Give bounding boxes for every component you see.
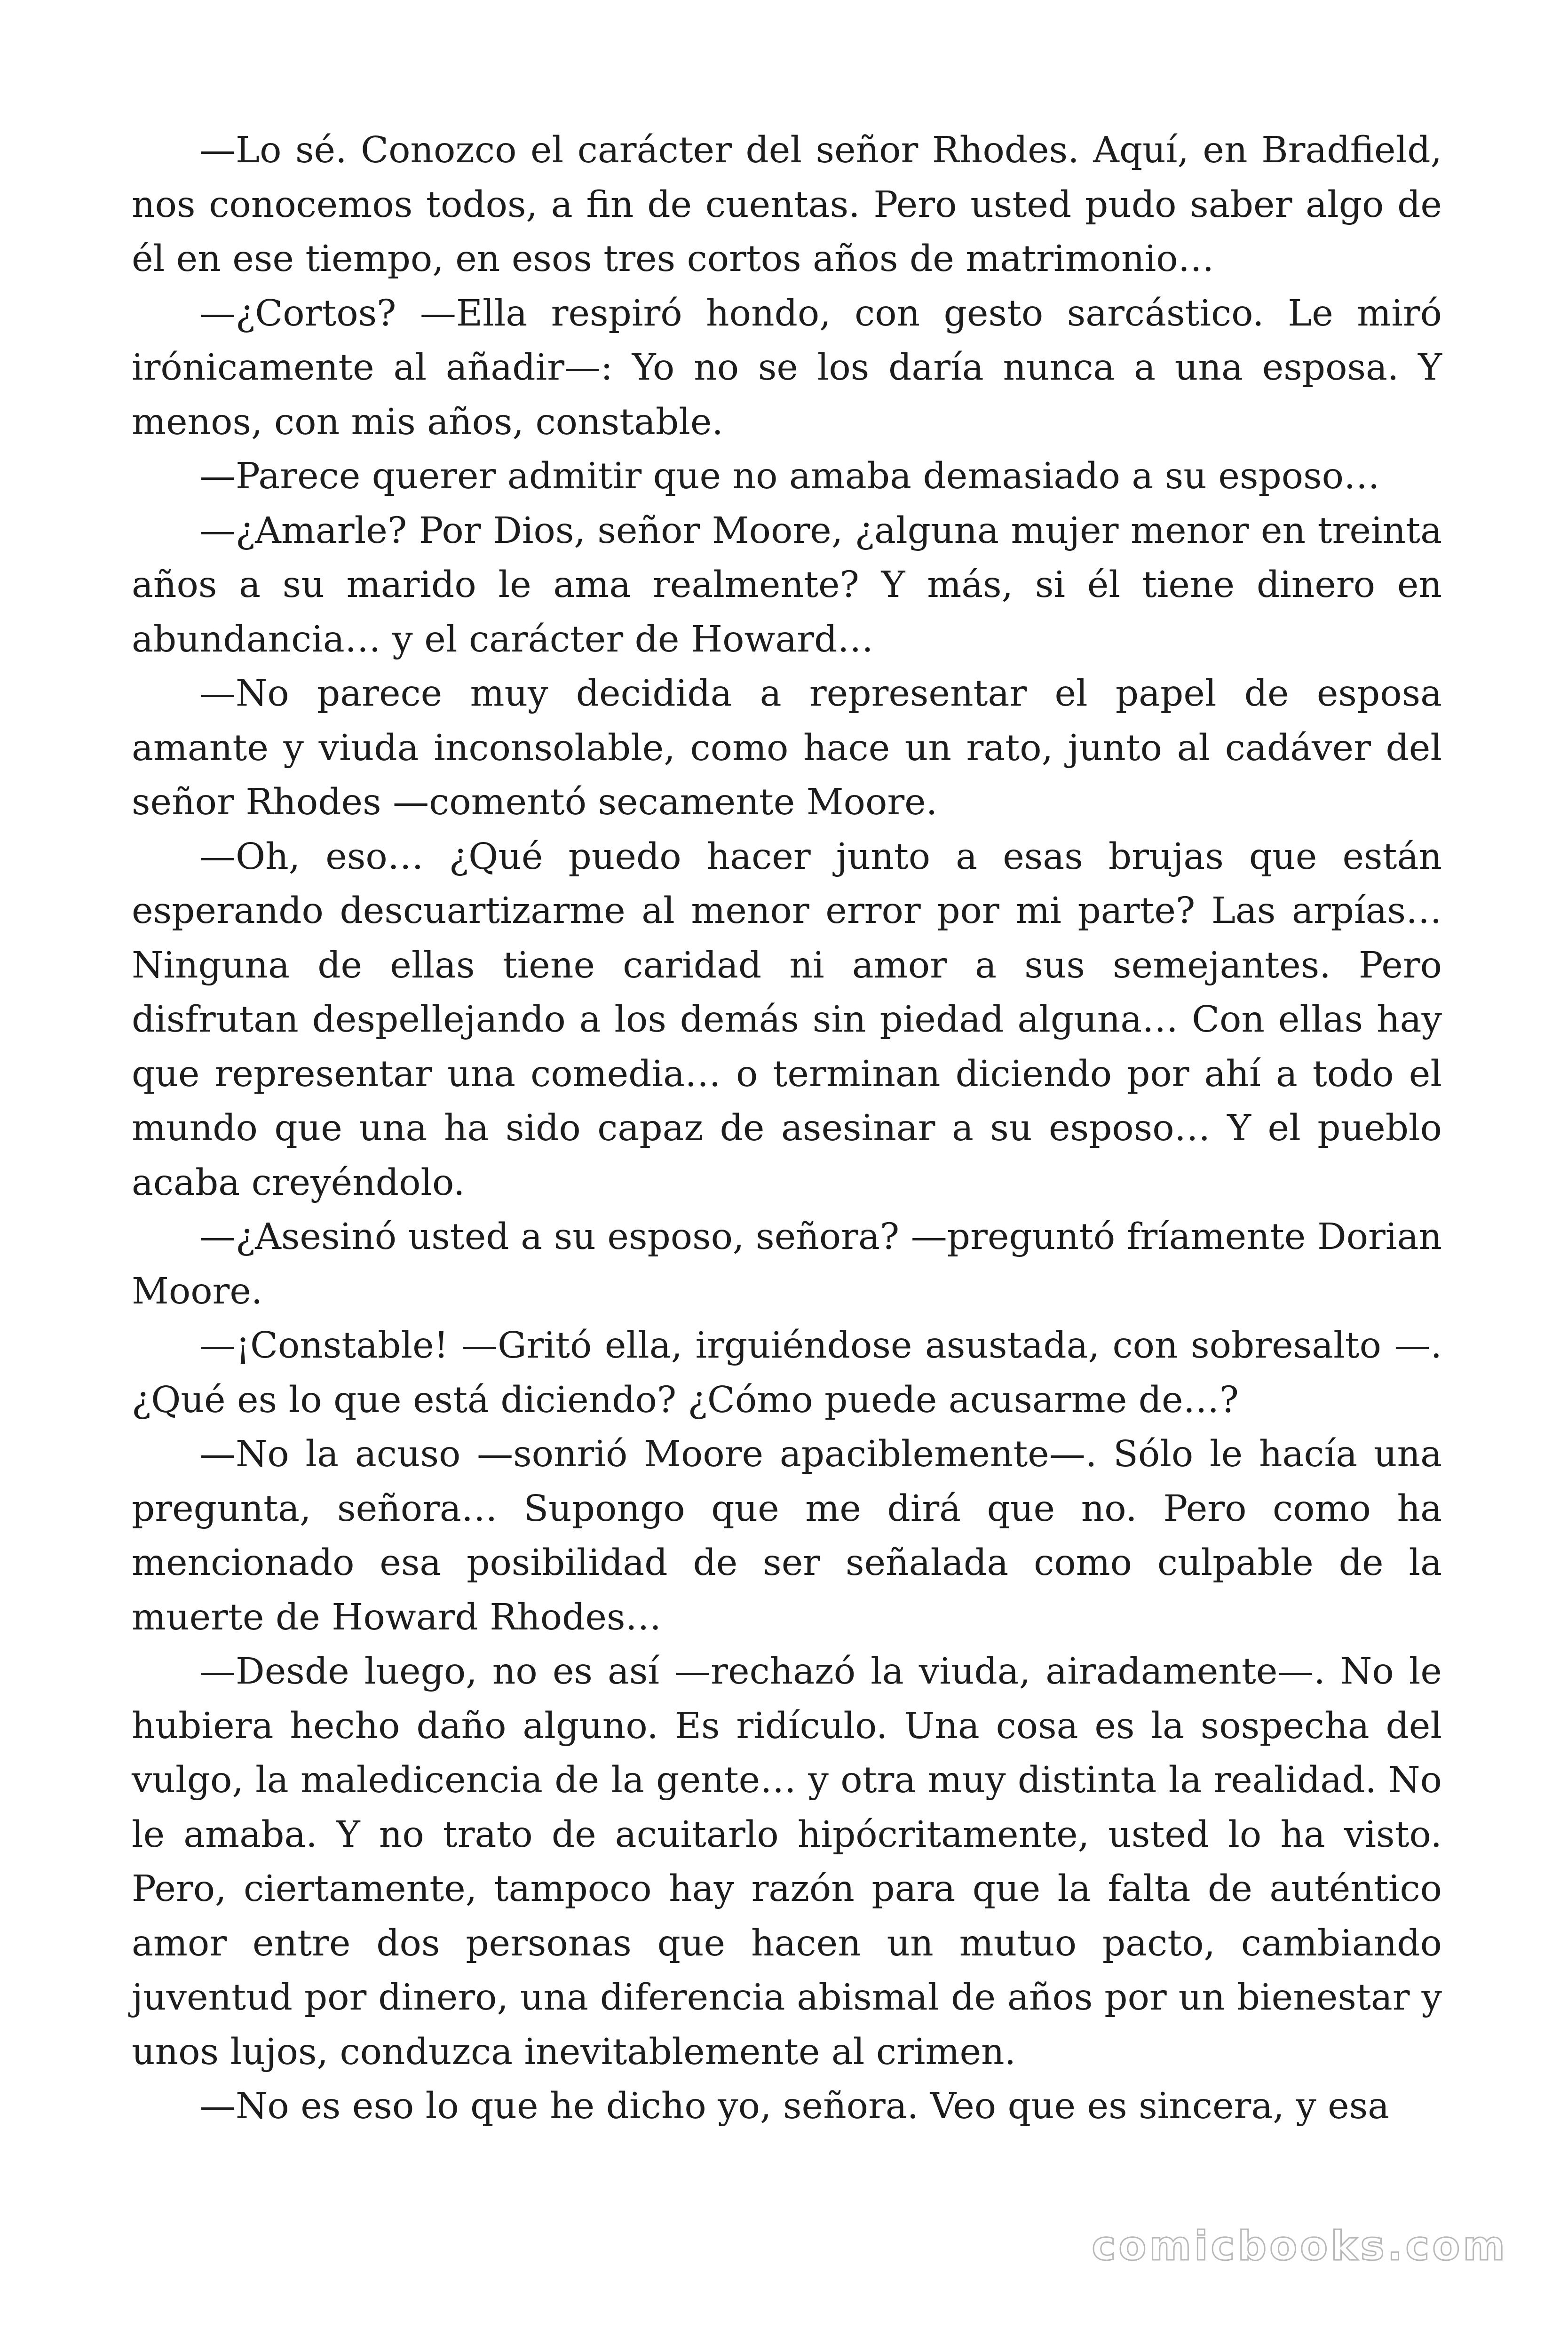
paragraph: —Oh, eso… ¿Qué puedo hacer junto a esas brujas que están esperando descuartizarme al menor error por mi parte? Las arpías… Ninguna de ellas tiene caridad ni amor a sus semejantes. Pero disfrutan despellejando a los demás sin piedad alguna… Con ellas hay que representar una comedia… o terminan diciendo por ahí a todo el mundo que una ha sido capaz de asesinar a su esposo… Y el pueblo acaba creyéndolo. (132, 835, 1442, 1204)
paragraph: —¿Amarle? Por Dios, señor Moore, ¿alguna mujer menor en treinta años a su marido le ama realmente? Y más, si él tiene dinero en abundancia… y el carácter de Howard… (132, 509, 1442, 660)
page-text (132, 123, 1442, 2134)
paragraph: —No parece muy decidida a representar el papel de esposa amante y viuda inconsolable, como hace un rato, junto al cadáver del señor Rhodes —comentó secamente Moore. (132, 673, 1442, 823)
paragraph: —¿Asesinó usted a su esposo, señora? —preguntó fríamente Dorian Moore. (132, 1216, 1442, 1312)
paragraph: —¿Cortos? —Ella respiró hondo, con gesto sarcástico. Le miró irónicamente al añadir—: Yo no se los daría nunca a una esposa. Y menos, con mis años, constable. (132, 292, 1442, 443)
paragraph: —No la acuso —sonrió Moore apaciblemente—. Sólo le hacía una pregunta, señora… Supongo que me dirá que no. Pero como ha mencionado esa posibilidad de ser señalada como culpable de la muerte de Howard Rhodes… (132, 1433, 1442, 1638)
watermark: comicbooks.com (1092, 2223, 1508, 2270)
paragraph: —Desde luego, no es así —rechazó la viuda, airadamente—. No le hubiera hecho daño alguno. Es ridículo. Una cosa es la sospecha del vulgo, la maledicencia de la gente… y otra muy distinta la realidad. No le amaba. Y no trato de acuitarlo hipócritamente, usted lo ha visto. Pero, ciertamente, tampoco hay razón para que la falta de auténtico amor entre dos personas que hacen un mutuo pacto, cambiando juventud por dinero, una diferencia abismal de años por un bienestar y unos lujos, conduzca inevitablemente al crimen. (132, 1651, 1442, 2073)
paragraph: —No es eso lo que he dicho yo, señora. Veo que es sincera, y esa (199, 2085, 1390, 2127)
paragraph: —Parece querer admitir que no amaba demasiado a su esposo… (199, 455, 1380, 497)
paragraph: —Lo sé. Conozco el carácter del señor Rhodes. Aquí, en Bradfield, nos conocemos todos, a fin de cuentas. Pero usted pudo saber algo de él en ese tiempo, en esos tres cortos años de matrimonio… (132, 129, 1442, 280)
paragraph: —¡Constable! —Gritó ella, irguiéndose asustada, con sobresalto —. ¿Qué es lo que está diciendo? ¿Cómo puede acusarme de…? (132, 1325, 1442, 1421)
